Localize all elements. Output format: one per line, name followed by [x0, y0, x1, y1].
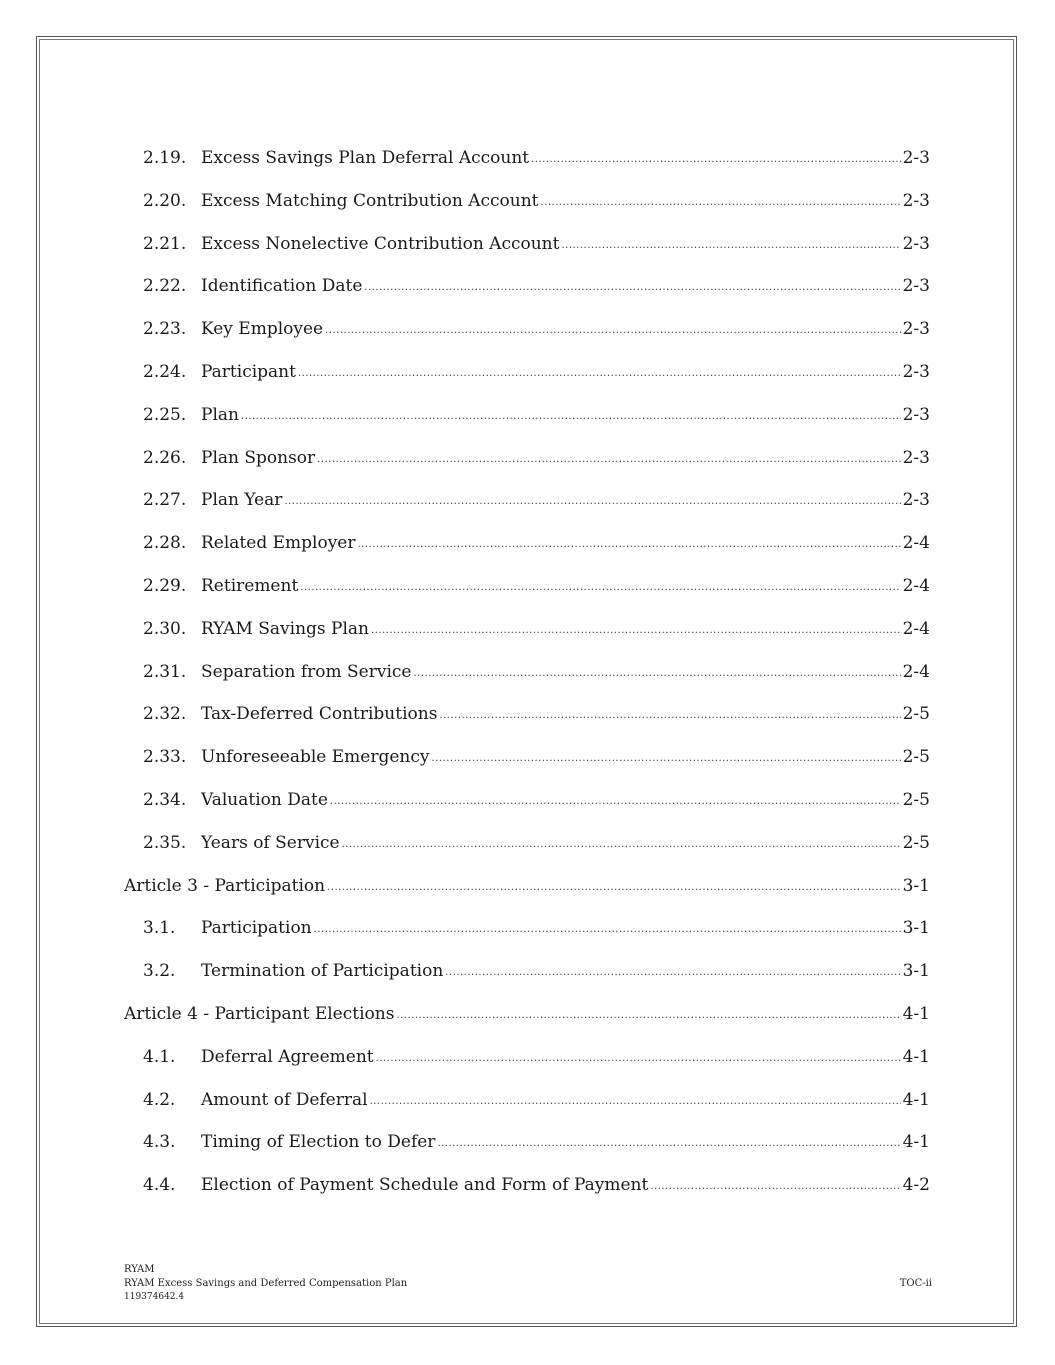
toc-entry[interactable]: [124, 360, 930, 384]
toc-dot-leader: [358, 530, 901, 557]
toc-entry-page: 2-3: [902, 490, 930, 511]
toc-dot-leader: [561, 231, 900, 258]
toc-entry-number: 2.23.: [143, 319, 187, 340]
toc-entry[interactable]: [124, 617, 930, 641]
toc-dot-leader: [325, 316, 900, 343]
toc-entry-title: Timing of Election to Defer: [201, 1132, 436, 1153]
toc-entry-title: Related Employer: [201, 533, 356, 554]
toc-entry-page: 2-3: [902, 233, 930, 254]
toc-entry[interactable]: [124, 745, 930, 769]
toc-dot-leader: [300, 573, 900, 600]
toc-entry[interactable]: [124, 317, 930, 341]
toc-entry-number: 3.2.: [143, 961, 176, 982]
toc-article-entry[interactable]: [124, 874, 930, 898]
toc-entry-page: 4-1: [902, 1046, 930, 1067]
toc-entry-number: 2.35.: [143, 832, 187, 853]
toc-entry-number: 2.28.: [143, 533, 187, 554]
toc-entry[interactable]: [124, 831, 930, 855]
toc-entry-title: Participation: [201, 918, 312, 939]
toc-entry-number: 2.32.: [143, 704, 187, 725]
toc-entry-number: 2.21.: [143, 233, 187, 254]
toc-entry-title: Unforeseeable Emergency: [201, 747, 430, 768]
toc-entry-title: Separation from Service: [201, 661, 412, 682]
toc-entry-number: 4.3.: [143, 1132, 176, 1153]
toc-entry-title: Key Employee: [201, 319, 324, 340]
toc-dot-leader: [439, 701, 900, 728]
toc-entry-page: 2-5: [902, 790, 930, 810]
toc-entry-page: 2-5: [902, 747, 930, 768]
toc-entry-title: Amount of Deferral: [201, 1089, 368, 1110]
toc-dot-leader: [432, 744, 901, 771]
toc-entry-title: Excess Savings Plan Deferral Account: [201, 148, 530, 168]
toc-entry-title: Identification Date: [201, 276, 363, 297]
toc-entry[interactable]: [124, 232, 930, 256]
toc-dot-leader: [327, 873, 901, 900]
toc-entry-page: 4-2: [902, 1175, 930, 1196]
toc-entry[interactable]: [124, 702, 930, 726]
toc-entry[interactable]: [124, 403, 930, 427]
toc-entry-page: 3-1: [902, 918, 930, 939]
toc-entry-page: 2-3: [902, 362, 930, 382]
toc-entry-title: Excess Nonelective Contribution Account: [201, 233, 560, 254]
toc-dot-leader: [371, 616, 901, 643]
toc-entry-title: Election of Payment Schedule and Form of Payment: [201, 1175, 649, 1196]
toc-entry-number: 2.20.: [143, 190, 187, 211]
toc-entry[interactable]: [124, 788, 930, 812]
toc-dot-leader: [376, 1044, 901, 1071]
toc-entry-page: 2-3: [902, 148, 930, 168]
toc-entry-page: 3-1: [902, 875, 930, 896]
toc-entry-title: Retirement: [201, 576, 299, 596]
toc-dot-leader: [330, 787, 901, 814]
toc-entry[interactable]: [124, 1045, 930, 1069]
toc-entry-number: 2.27.: [143, 490, 187, 511]
toc-entry-title: Plan Sponsor: [201, 447, 316, 468]
toc-entry[interactable]: [124, 916, 930, 940]
toc-entry-page: 2-3: [902, 404, 930, 425]
toc-entry[interactable]: [124, 189, 930, 213]
toc-dot-leader: [370, 1087, 901, 1114]
toc-entry-page: 2-3: [902, 190, 930, 211]
toc-entry-page: 4-1: [902, 1089, 930, 1110]
toc-entry[interactable]: [124, 274, 930, 298]
toc-dot-leader: [342, 830, 901, 857]
toc-entry-number: 4.2.: [143, 1089, 176, 1110]
toc-entry-number: 4.1.: [143, 1046, 176, 1067]
footer-plan-name: RYAM Excess Savings and Deferred Compensation Plan: [124, 1278, 408, 1289]
toc-entry-page: 2-3: [902, 447, 930, 468]
toc-entry-page: 2-4: [902, 661, 930, 682]
toc-article-entry[interactable]: [124, 1002, 930, 1026]
toc-dot-leader: [298, 359, 901, 386]
toc-entry-title: Years of Service: [201, 832, 340, 853]
toc-entry[interactable]: [124, 1088, 930, 1112]
toc-dot-leader: [284, 487, 900, 514]
toc-entry-number: 2.25.: [143, 404, 187, 425]
toc-dot-leader: [531, 145, 900, 172]
toc-entry-title: Excess Matching Contribution Account: [201, 190, 539, 211]
toc-entry-number: 3.1.: [143, 918, 176, 939]
toc-entry-page: 3-1: [902, 961, 930, 982]
toc-entry-number: 2.30.: [143, 618, 187, 639]
toc-entry-number: 2.24.: [143, 362, 187, 382]
toc-entry-title: Deferral Agreement: [201, 1046, 374, 1067]
toc-entry-page: 4-1: [902, 1132, 930, 1153]
footer-page-label: TOC-ii: [899, 1278, 932, 1289]
toc-dot-leader: [650, 1172, 900, 1199]
toc-entry-page: 4-1: [902, 1004, 930, 1024]
toc-entry[interactable]: [124, 446, 930, 470]
toc-entry-number: 2.31.: [143, 661, 187, 682]
toc-dot-leader: [541, 188, 901, 215]
toc-entry-number: 2.19.: [143, 148, 187, 168]
toc-entry-title: Plan: [201, 404, 239, 425]
toc-entry[interactable]: [124, 660, 930, 684]
toc-entry-title: Article 4 - Participant Elections: [124, 1004, 395, 1024]
toc-entry-number: 4.4.: [143, 1175, 176, 1196]
toc-entry-page: 2-3: [902, 319, 930, 340]
toc-entry-page: 2-3: [902, 276, 930, 297]
toc-entry[interactable]: [124, 531, 930, 555]
toc-entry-number: 2.22.: [143, 276, 187, 297]
toc-entry-number: 2.26.: [143, 447, 187, 468]
footer-doc-id: 119374642.4: [124, 1292, 185, 1302]
toc-dot-leader: [396, 1001, 900, 1028]
toc-entry-page: 2-4: [902, 618, 930, 639]
toc-entry[interactable]: [124, 574, 930, 598]
toc-entry-title: Tax-Deferred Contributions: [201, 704, 438, 725]
toc-entry-title: Participant: [201, 362, 296, 382]
toc-entry[interactable]: [124, 1130, 930, 1154]
toc-dot-leader: [413, 659, 900, 686]
toc-entry-title: Valuation Date: [201, 790, 328, 810]
toc-dot-leader: [314, 915, 901, 942]
toc-entry-page: 2-4: [902, 533, 930, 554]
toc-dot-leader: [241, 402, 901, 429]
toc-entry-number: 2.34.: [143, 790, 187, 810]
toc-entry-page: 2-4: [902, 576, 930, 596]
toc-entry[interactable]: [124, 488, 930, 512]
toc-entry[interactable]: [124, 146, 930, 170]
toc-entry-title: Article 3 - Participation: [124, 875, 326, 896]
toc-entry-number: 2.29.: [143, 576, 187, 596]
toc-entry-title: Termination of Participation: [201, 961, 444, 982]
toc-entry-title: RYAM Savings Plan: [201, 618, 370, 639]
toc-dot-leader: [445, 958, 900, 985]
footer-company: RYAM: [124, 1264, 155, 1275]
toc-entry[interactable]: [124, 1173, 930, 1197]
toc-dot-leader: [364, 273, 900, 300]
toc-entry-number: 2.33.: [143, 747, 187, 768]
toc-entry[interactable]: [124, 959, 930, 983]
toc-entry-page: 2-5: [902, 832, 930, 853]
toc-entry-page: 2-5: [902, 704, 930, 725]
toc-dot-leader: [317, 445, 900, 472]
toc-entry-title: Plan Year: [201, 490, 283, 511]
page-footer: [124, 1263, 932, 1303]
toc-dot-leader: [437, 1129, 900, 1156]
